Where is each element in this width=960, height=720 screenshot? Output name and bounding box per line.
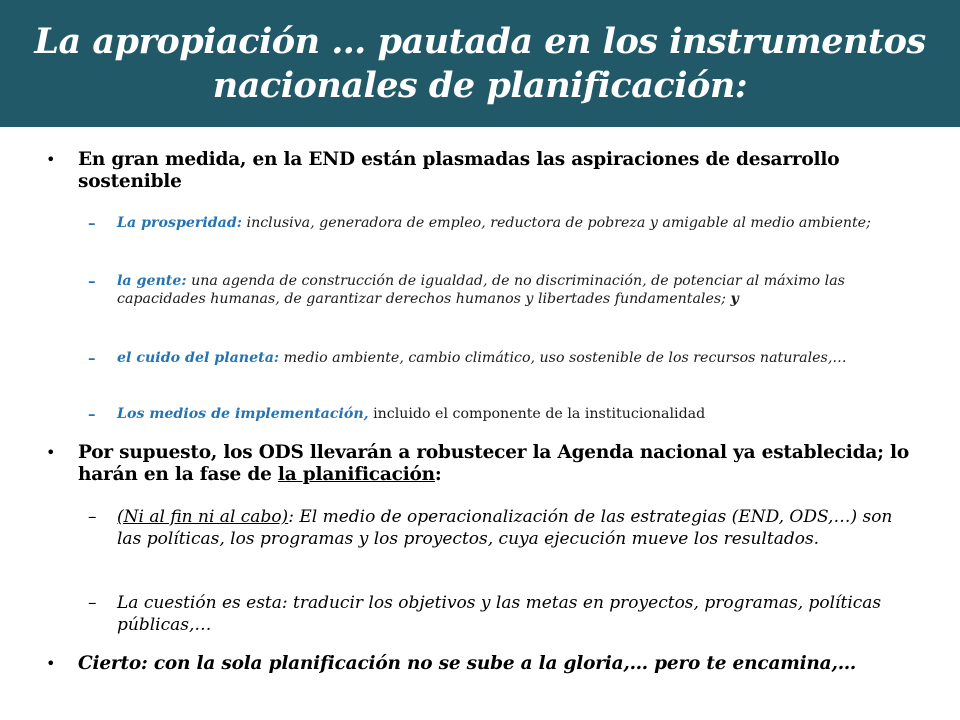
bullet-text-after: :	[434, 464, 442, 485]
sub-item	[88, 214, 898, 232]
sub-item-text	[117, 506, 898, 550]
dash-marker: –	[88, 349, 96, 367]
sub-item-text	[117, 405, 898, 423]
sub-item-underlined: (Ni al fin ni al cabo)	[117, 507, 289, 527]
bullet-marker: •	[46, 150, 56, 169]
sub-item-lead: la gente:	[117, 273, 187, 289]
dash-marker: –	[88, 214, 96, 232]
sub-item-lead: el cuido del planeta:	[117, 350, 280, 366]
bullet-text-before: Por supuesto, los ODS llevarán a robustecer la Agenda nacional ya establecida; lo harán en la fase de	[78, 442, 909, 485]
dash-marker: –	[88, 507, 97, 527]
dash-marker: –	[88, 593, 97, 613]
sub-item-body: : El medio de operacionalización de las estrategias (END, ODS,…) son las políticas, los programas y los proyectos, cuya ejecución mueve los resultados.	[117, 507, 893, 549]
sub-item	[88, 349, 898, 367]
sub-item-lead: La prosperidad:	[117, 215, 243, 231]
bullet-item	[46, 149, 916, 193]
sub-item-body: incluido el componente de la institucionalidad	[368, 406, 706, 422]
bullet-text-underlined: la planificación	[277, 464, 435, 485]
dash-marker: –	[88, 405, 96, 423]
bullet-text	[78, 442, 916, 486]
sub-item-body: medio ambiente, cambio climático, uso sostenible de los recursos naturales,…	[279, 350, 847, 366]
slide-title-line-2: nacionales de planificación:	[212, 64, 748, 106]
sub-item-text	[117, 272, 898, 308]
sub-item-body: inclusiva, generadora de empleo, reductora de pobreza y amigable al medio ambiente;	[242, 215, 871, 231]
sub-item	[88, 592, 898, 636]
sub-item	[88, 506, 898, 550]
slide-title-line-1: La apropiación … pautada en los instrumentos	[34, 20, 926, 62]
sub-item-text: La cuestión es esta: traducir los objetivos y las metas en proyectos, programas, políticas públicas,…	[117, 593, 882, 635]
bullet-item	[46, 442, 916, 486]
bullet-marker: •	[46, 654, 56, 673]
bullet-item	[46, 653, 916, 675]
sub-item-lead: Los medios de implementación,	[117, 406, 369, 422]
sub-item	[88, 405, 898, 423]
sub-item-tail: y	[730, 291, 739, 307]
bullet-marker: •	[46, 443, 56, 462]
sub-item	[88, 272, 898, 308]
sub-item-body: una agenda de construcción de igualdad, de no discriminación, de potenciar al máximo las capacidades humanas, de garantizar derechos humanos y libertades fundamentales;	[117, 273, 845, 307]
sub-item-text	[117, 349, 898, 367]
bullet-text: Cierto: con la sola planificación no se sube a la gloria,… pero te encamina,…	[78, 653, 857, 674]
bullet-text: En gran medida, en la END están plasmadas las aspiraciones de desarrollo sostenible	[78, 149, 840, 192]
sub-item-text	[117, 214, 898, 232]
dash-marker: –	[88, 272, 96, 290]
